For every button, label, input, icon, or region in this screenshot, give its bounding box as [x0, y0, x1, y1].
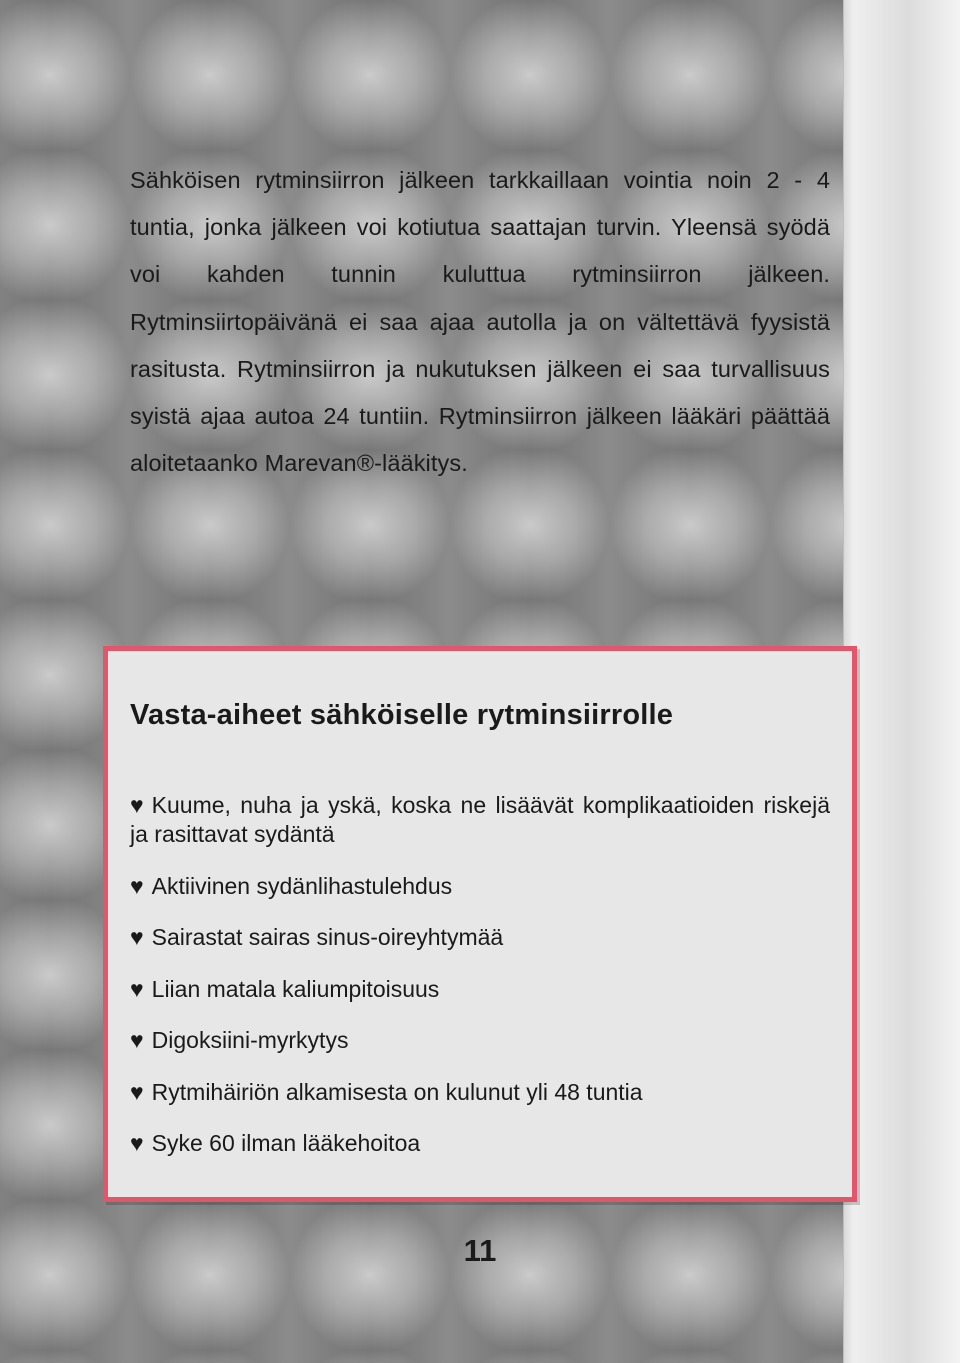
list-item-text: Kuume, nuha ja yskä, koska ne lisäävät komplikaatioiden riskejä ja rasittavat sydäntä	[130, 792, 830, 847]
list-item	[130, 1129, 830, 1158]
list-item	[130, 872, 830, 901]
page-margin-strip	[843, 0, 960, 1363]
list-item-text: Aktiivinen sydänlihastulehdus	[151, 872, 453, 899]
list-item	[130, 791, 830, 849]
contraindications-box	[103, 646, 857, 1202]
heart-bullet-icon: ♥	[130, 872, 144, 899]
heart-bullet-icon: ♥	[130, 1078, 144, 1105]
heart-bullet-icon: ♥	[130, 924, 144, 950]
contraindications-list	[130, 791, 830, 1181]
list-item	[130, 1078, 830, 1107]
list-item-text: Digoksiini-myrkytys	[151, 1027, 349, 1053]
heart-bullet-icon: ♥	[130, 1130, 144, 1156]
list-item	[130, 923, 830, 952]
heart-bullet-icon: ♥	[130, 1027, 144, 1053]
list-item	[130, 1026, 830, 1055]
list-item	[130, 975, 830, 1004]
heart-bullet-icon: ♥	[130, 975, 144, 1002]
intro-paragraph: Sähköisen rytminsiirron jälkeen tarkkaillaan vointia noin 2 - 4 tuntia, jonka jälkeen voi kotiutua saattajan turvin. Yleensä syödä voi kahden tunnin kuluttua rytminsiirron jälkeen. Rytminsiirtopäivänä ei saa ajaa autolla ja on vältettävä fyysistä rasitusta. Rytminsiirron ja nukutuksen jälkeen ei saa turvallisuus syistä ajaa autoa 24 tuntiin. Rytminsiirron jälkeen lääkäri päättää aloitetaanko Marevan®-lääkitys.	[130, 167, 830, 477]
heart-bullet-icon: ♥	[130, 792, 144, 818]
list-item-text: Rytmihäiriön alkamisesta on kulunut yli 48 tuntia	[151, 1078, 643, 1105]
list-item-text: Liian matala kaliumpitoisuus	[151, 975, 440, 1002]
page-number: 11	[463, 1233, 497, 1268]
list-item-text: Syke 60 ilman lääkehoitoa	[151, 1130, 421, 1156]
contraindications-title: Vasta-aiheet sähköiselle rytminsiirrolle	[130, 699, 674, 731]
list-item-text: Sairastat sairas sinus-oireyhtymää	[151, 924, 504, 950]
